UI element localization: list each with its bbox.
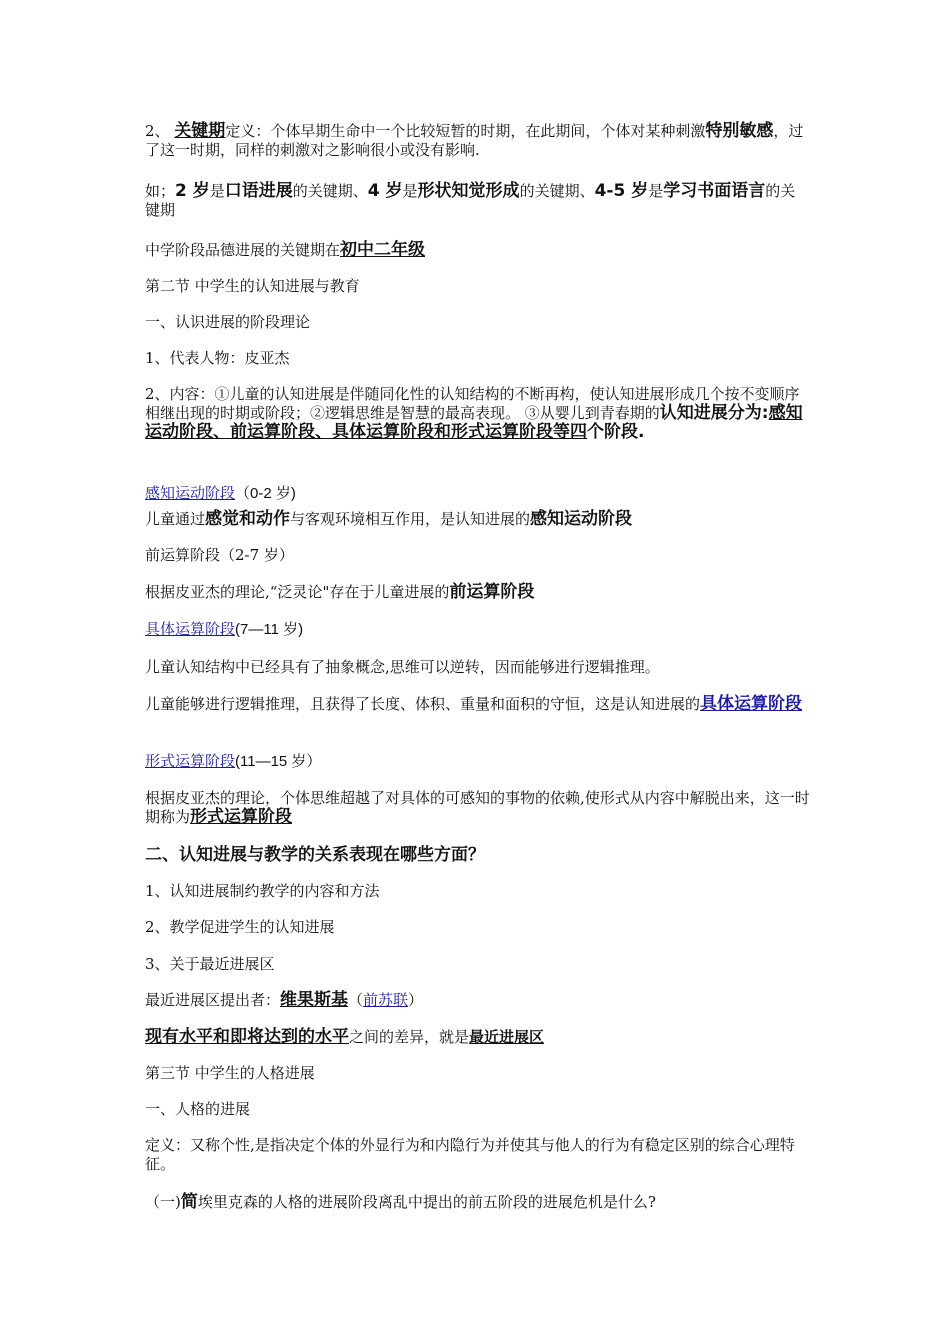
answer-grade-two: 初中二年级 xyxy=(340,240,426,260)
paragraph-erikson-question: （一)简埃里克森的人格的进展阶段离乱中提出的前五阶段的进展危机是什么? xyxy=(145,1192,656,1212)
link-concrete-stage-answer[interactable]: 具体运算阶段 xyxy=(700,694,803,714)
paragraph-conservation: 儿童能够进行逻辑推理，且获得了长度、体积、重量和面积的守恒，这是认知进展的具体运算阶段 xyxy=(145,694,803,714)
paragraph-sensorimotor-desc: 儿童通过感觉和动作与客观环境相互作用，是认知进展的感知运动阶段 xyxy=(145,509,633,529)
paragraph-content: 2、内容：①儿童的认知进展是伴随同化性的认知结构的不断再构，使认知进展形成几个按不变顺序相继出现的时期或阶段；②逻辑思维是智慧的最高表现。 ③从婴儿到青春期的认知进展分为:感知运动阶段、前运算阶段、具体运算阶段和形式运算阶段等四个阶段. xyxy=(145,385,803,442)
paragraph-zpd-proposer: 最近进展区提出者：维果斯基（前苏联） xyxy=(145,990,424,1010)
paragraph-critical-period-examples: 如；2 岁是口语进展的关键期、4 岁是形状知觉形成的关键期、4-5 岁是学习书面语言的关键期 xyxy=(145,181,796,219)
link-concrete-operational-stage[interactable]: 具体运算阶段 xyxy=(145,620,236,638)
paragraph-item-3: 3、关于最近进展区 xyxy=(145,955,275,973)
section-heading-personality: 第三节 中学生的人格进展 xyxy=(145,1064,315,1082)
paragraph-preoperational-stage: 前运算阶段（2-7 岁） xyxy=(145,546,294,564)
paragraph-moral-critical-period: 中学阶段品德进展的关键期在初中二年级 xyxy=(145,240,426,260)
paragraph-item-1: 1、认知进展制约教学的内容和方法 xyxy=(145,882,380,900)
paragraph-concrete-stage: 具体运算阶段(7—11 岁) xyxy=(145,620,304,638)
term-critical-period: 关键期 xyxy=(174,121,226,141)
paragraph-animism: 根据皮亚杰的理论,“泛灵论"存在于儿童进展的前运算阶段 xyxy=(145,582,535,602)
paragraph-formal-stage: 形式运算阶段(11—15 岁） xyxy=(145,752,322,770)
heading-cognition-teaching: 二、认知进展与教学的关系表现在哪些方面？ xyxy=(145,845,485,865)
paragraph-zpd-definition: 现有水平和即将达到的水平之间的差异，就是最近进展区 xyxy=(145,1027,545,1047)
link-sensorimotor-stage[interactable]: 感知运动阶段 xyxy=(145,484,236,502)
paragraph-critical-period-definition: 2、 关键期定义：个体早期生命中一个比较短暂的时期，在此期间，个体对某种刺激特别敏感，过了这一时期，同样的刺激对之影响很小或没有影响. xyxy=(145,121,804,159)
paragraph-sensorimotor-stage: 感知运动阶段（0-2 岁) xyxy=(145,484,296,502)
subheading-stage-theory: 一、认识进展的阶段理论 xyxy=(145,313,311,331)
paragraph-concrete-desc: 儿童认知结构中已经具有了抽象概念,思维可以逆转，因而能够进行逻辑推理。 xyxy=(145,658,660,676)
link-formal-operational-stage[interactable]: 形式运算阶段 xyxy=(145,752,236,770)
link-soviet-union[interactable]: 前苏联 xyxy=(363,991,409,1009)
paragraph-personality-definition: 定义：又称个性,是指决定个体的外显行为和内隐行为并使其与他人的行为有稳定区别的综合心理特征。 xyxy=(145,1136,795,1173)
paragraph-formal-desc: 根据皮亚杰的理论，个体思维超越了对具体的可感知的事物的依赖,使形式从内容中解脱出来，这一时期称为形式运算阶段 xyxy=(145,789,810,827)
paragraph-representative: 1、代表人物：皮亚杰 xyxy=(145,349,290,367)
paragraph-item-2: 2、教学促进学生的认知进展 xyxy=(145,918,335,936)
subheading-personality-development: 一、人格的进展 xyxy=(145,1100,251,1118)
section-heading-cognitive: 第二节 中学生的认知进展与教育 xyxy=(145,277,360,295)
